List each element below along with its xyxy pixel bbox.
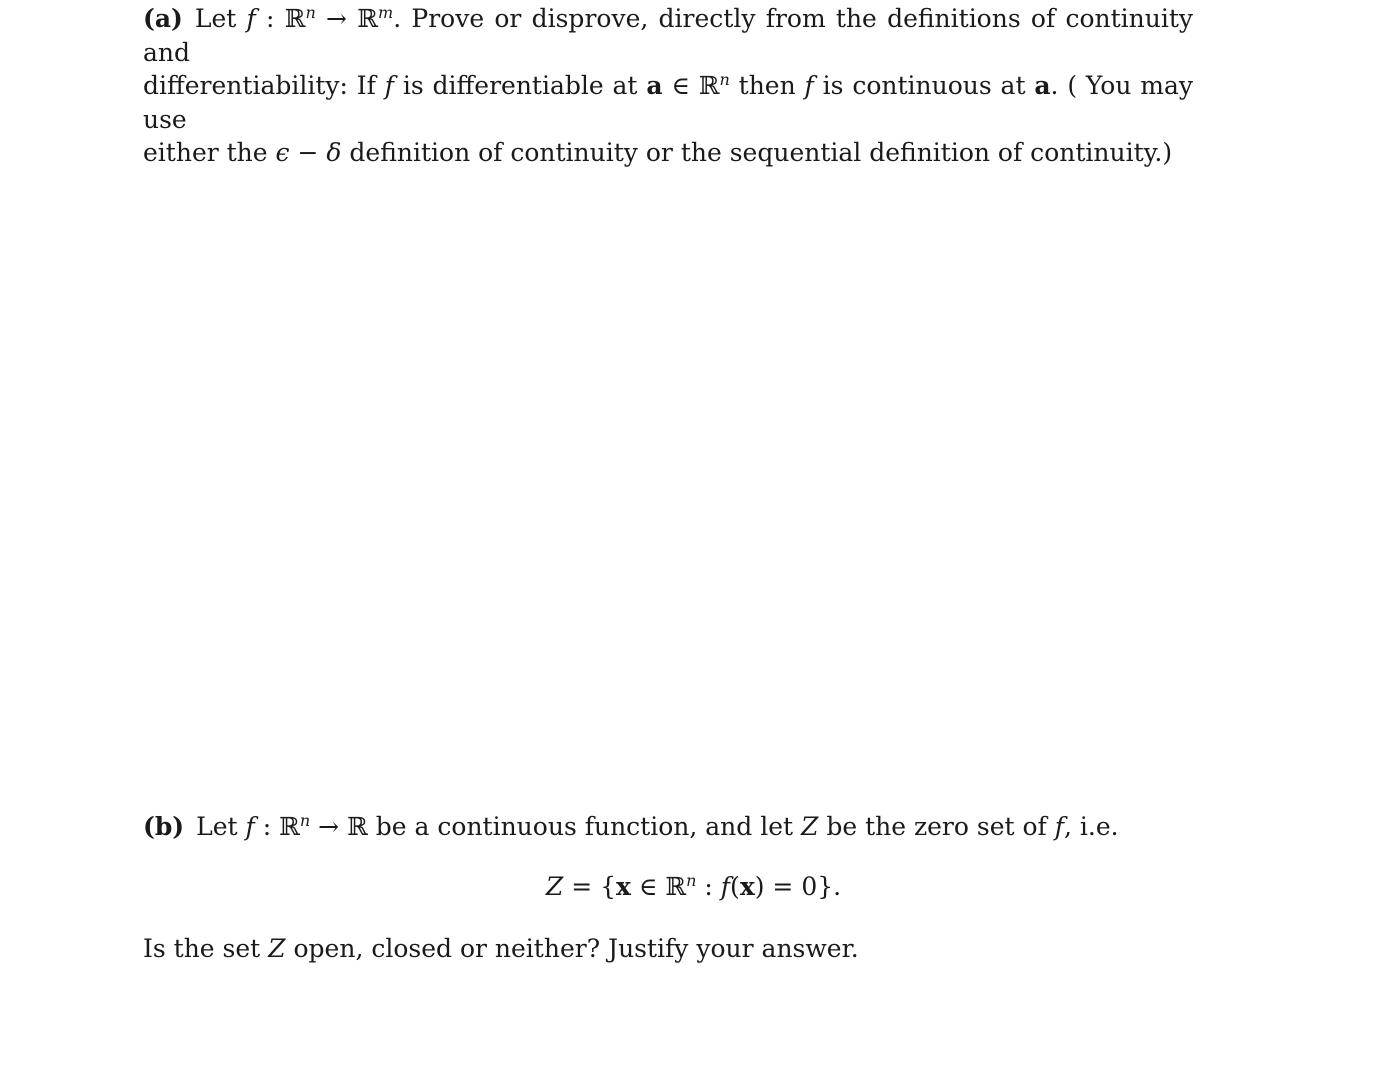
problem-a-label: (a) <box>143 4 183 33</box>
text: . Prove or disprove, directly from the definitions of continuity and <box>143 4 1194 67</box>
math-in: ∈ <box>662 71 699 100</box>
math-reals: ℝ <box>357 4 379 33</box>
text: differentiability: If <box>143 71 385 100</box>
text: be a continuous function, and let <box>367 812 801 841</box>
text: . ( You may use <box>143 71 1193 134</box>
math-minus: − <box>289 138 327 167</box>
text: , i.e. <box>1064 812 1119 841</box>
problem-b <box>143 810 1193 844</box>
math-colon: : <box>255 4 285 33</box>
math-close: ) = 0}. <box>754 872 842 901</box>
problem-b-line-1 <box>143 810 1193 844</box>
math-exponent: m <box>378 3 394 22</box>
math-f: f <box>804 71 814 100</box>
text: Let <box>196 812 246 841</box>
text: Is the set <box>143 934 269 963</box>
math-f: f <box>245 812 255 841</box>
math-f: f <box>1054 812 1065 841</box>
text: then <box>729 71 805 100</box>
math-reals: ℝ <box>284 4 306 33</box>
problem-a <box>143 2 1193 170</box>
math-equals-brace: = { <box>563 872 617 901</box>
math-exponent: n <box>305 3 316 22</box>
math-reals: ℝ <box>665 872 687 901</box>
math-delta: δ <box>326 138 342 167</box>
math-f: f <box>720 872 731 901</box>
math-exponent: n <box>719 70 730 89</box>
math-exponent: n <box>299 811 311 830</box>
math-colon: : <box>696 872 721 901</box>
math-arrow: → <box>310 812 348 841</box>
math-Z: Z <box>801 812 819 841</box>
math-vector-x: x <box>616 872 631 901</box>
text: Let <box>194 4 247 33</box>
problem-b-question <box>143 932 859 966</box>
text: definition of continuity or the sequential definition of continuity.) <box>341 138 1173 167</box>
problem-a-line-1 <box>143 2 1193 69</box>
math-paren: ( <box>730 872 740 901</box>
text: open, closed or neither? Justify your answer. <box>285 934 859 963</box>
text: either the <box>143 138 276 167</box>
math-f: f <box>246 4 256 33</box>
math-vector-a: a <box>646 71 663 100</box>
text: be the zero set of <box>818 812 1055 841</box>
math-f: f <box>384 71 395 100</box>
text: is differentiable at <box>394 71 647 100</box>
zero-set-equation <box>0 872 1387 901</box>
math-reals: ℝ <box>347 812 368 841</box>
math-in: ∈ <box>630 872 666 901</box>
problem-a-line-3 <box>143 136 1193 170</box>
math-colon: : <box>254 812 280 841</box>
text: is continuous at <box>813 71 1035 100</box>
problem-b-label: (b) <box>143 812 185 841</box>
math-Z: Z <box>268 934 286 963</box>
math-epsilon: ϵ <box>275 138 290 167</box>
math-vector-a: a <box>1034 71 1051 100</box>
math-reals: ℝ <box>698 71 720 100</box>
problem-a-line-2 <box>143 69 1193 136</box>
math-vector-x: x <box>739 872 755 901</box>
math-reals: ℝ <box>279 812 300 841</box>
math-arrow: → <box>315 4 358 33</box>
math-exponent: n <box>686 871 697 890</box>
math-Z: Z <box>545 872 564 901</box>
